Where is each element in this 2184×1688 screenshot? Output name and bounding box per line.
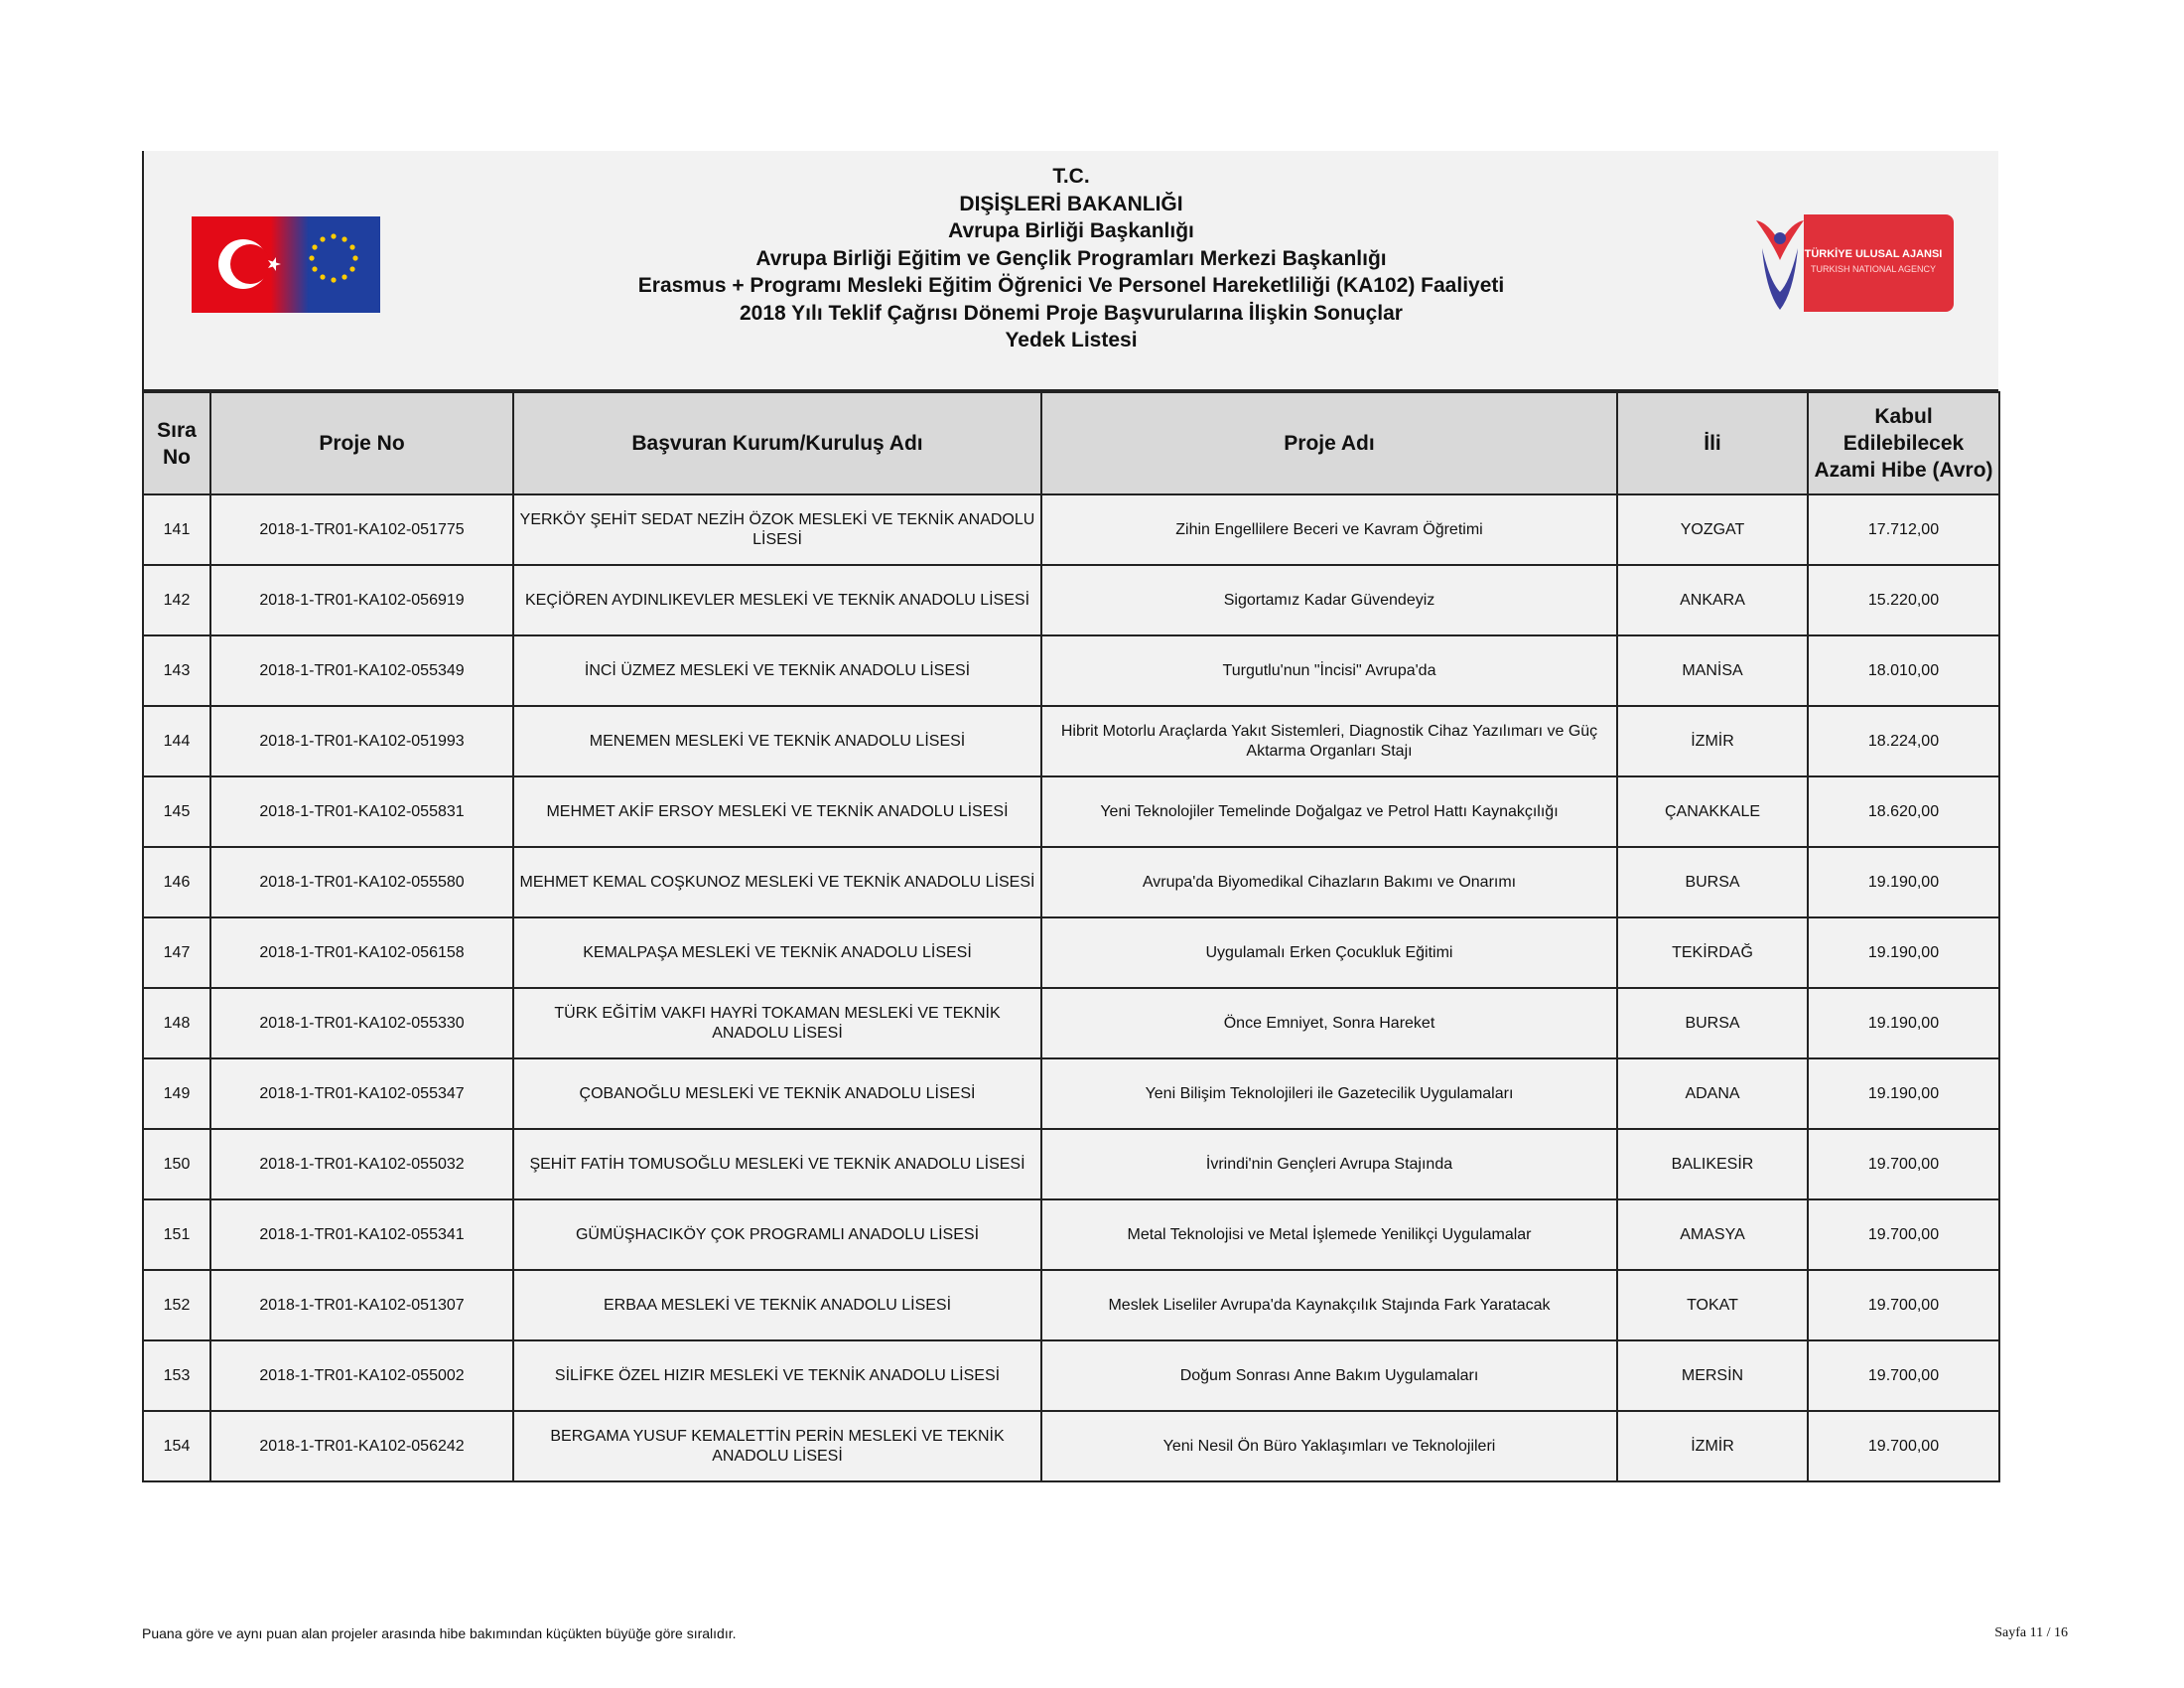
cell-proje-adi: Turgutlu'nun "İncisi" Avrupa'da (1041, 635, 1617, 706)
cell-kurum: TÜRK EĞİTİM VAKFI HAYRİ TOKAMAN MESLEKİ VE TEKNİK ANADOLU LİSESİ (513, 988, 1041, 1058)
cell-proje-adi: Zihin Engellilere Beceri ve Kavram Öğretimi (1041, 494, 1617, 565)
cell-hibe: 17.712,00 (1808, 494, 1999, 565)
cell-kurum: KEÇİÖREN AYDINLIKEVLER MESLEKİ VE TEKNİK ANADOLU LİSESİ (513, 565, 1041, 635)
cell-kurum: BERGAMA YUSUF KEMALETTİN PERİN MESLEKİ VE TEKNİK ANADOLU LİSESİ (513, 1411, 1041, 1481)
table-row (144, 635, 1999, 706)
cell-sira-no: 150 (144, 1129, 210, 1199)
table-header-row (144, 392, 1999, 494)
cell-kurum: MEHMET AKİF ERSOY MESLEKİ VE TEKNİK ANADOLU LİSESİ (513, 776, 1041, 847)
cell-sira-no: 146 (144, 847, 210, 917)
cell-ili: ANKARA (1617, 565, 1808, 635)
cell-hibe: 19.700,00 (1808, 1411, 1999, 1481)
cell-kurum: YERKÖY ŞEHİT SEDAT NEZİH ÖZOK MESLEKİ VE TEKNİK ANADOLU LİSESİ (513, 494, 1041, 565)
cell-sira-no: 151 (144, 1199, 210, 1270)
cell-kurum: İNCİ ÜZMEZ MESLEKİ VE TEKNİK ANADOLU LİSESİ (513, 635, 1041, 706)
cell-hibe: 19.700,00 (1808, 1199, 1999, 1270)
table-row (144, 1270, 1999, 1340)
cell-hibe: 19.190,00 (1808, 988, 1999, 1058)
cell-ili: YOZGAT (1617, 494, 1808, 565)
cell-proje-adi: Yeni Nesil Ön Büro Yaklaşımları ve Teknolojileri (1041, 1411, 1617, 1481)
footer-note: Puana göre ve aynı puan alan projeler arasında hibe bakımından küçükten büyüğe göre sıralıdır. (142, 1625, 737, 1641)
col-proje-adi: Proje Adı (1041, 392, 1617, 494)
cell-proje-no: 2018-1-TR01-KA102-055831 (210, 776, 513, 847)
cell-hibe: 19.190,00 (1808, 917, 1999, 988)
agency-logo-text-1: TÜRKİYE ULUSAL AJANSI (1804, 248, 1943, 260)
cell-proje-adi: Metal Teknolojisi ve Metal İşlemede Yenilikçi Uygulamalar (1041, 1199, 1617, 1270)
cell-sira-no: 143 (144, 635, 210, 706)
cell-proje-no: 2018-1-TR01-KA102-055002 (210, 1340, 513, 1411)
table-row (144, 494, 1999, 565)
cell-kurum: MEHMET KEMAL COŞKUNOZ MESLEKİ VE TEKNİK ANADOLU LİSESİ (513, 847, 1041, 917)
table-row (144, 988, 1999, 1058)
cell-ili: ADANA (1617, 1058, 1808, 1129)
document-title-block (144, 163, 1998, 354)
cell-sira-no: 144 (144, 706, 210, 776)
cell-proje-no: 2018-1-TR01-KA102-055341 (210, 1199, 513, 1270)
cell-ili: BURSA (1617, 988, 1808, 1058)
cell-ili: TOKAT (1617, 1270, 1808, 1340)
cell-proje-no: 2018-1-TR01-KA102-056919 (210, 565, 513, 635)
cell-ili: BURSA (1617, 847, 1808, 917)
cell-kurum: ERBAA MESLEKİ VE TEKNİK ANADOLU LİSESİ (513, 1270, 1041, 1340)
cell-hibe: 19.700,00 (1808, 1340, 1999, 1411)
cell-proje-no: 2018-1-TR01-KA102-055032 (210, 1129, 513, 1199)
cell-hibe: 19.700,00 (1808, 1270, 1999, 1340)
cell-proje-adi: Yeni Bilişim Teknolojileri ile Gazetecilik Uygulamaları (1041, 1058, 1617, 1129)
title-line-2: DIŞİŞLERİ BAKANLIĞI (959, 192, 1183, 215)
title-line-5: Erasmus + Programı Mesleki Eğitim Öğrenici Ve Personel Hareketliliği (KA102) Faaliyeti (637, 274, 1505, 297)
title-line-6: 2018 Yılı Teklif Çağrısı Dönemi Proje Başvurularına İlişkin Sonuçlar (740, 301, 1403, 325)
col-kurum: Başvuran Kurum/Kuruluş Adı (513, 392, 1041, 494)
cell-sira-no: 145 (144, 776, 210, 847)
title-line-3: Avrupa Birliği Başkanlığı (948, 219, 1194, 242)
cell-sira-no: 148 (144, 988, 210, 1058)
cell-sira-no: 152 (144, 1270, 210, 1340)
document-sheet (142, 151, 1998, 1482)
cell-kurum: ÇOBANOĞLU MESLEKİ VE TEKNİK ANADOLU LİSESİ (513, 1058, 1041, 1129)
col-sira-no: Sıra No (144, 392, 210, 494)
cell-proje-no: 2018-1-TR01-KA102-055580 (210, 847, 513, 917)
table-row (144, 776, 1999, 847)
cell-proje-no: 2018-1-TR01-KA102-055347 (210, 1058, 513, 1129)
table-row (144, 1058, 1999, 1129)
cell-ili: İZMİR (1617, 706, 1808, 776)
cell-sira-no: 154 (144, 1411, 210, 1481)
cell-kurum: GÜMÜŞHACIKÖY ÇOK PROGRAMLI ANADOLU LİSESİ (513, 1199, 1041, 1270)
cell-proje-adi: Meslek Liseliler Avrupa'da Kaynakçılık Stajında Fark Yaratacak (1041, 1270, 1617, 1340)
cell-proje-adi: Uygulamalı Erken Çocukluk Eğitimi (1041, 917, 1617, 988)
cell-proje-no: 2018-1-TR01-KA102-056158 (210, 917, 513, 988)
table-row (144, 1411, 1999, 1481)
cell-ili: BALIKESİR (1617, 1129, 1808, 1199)
agency-logo-text-2: TURKISH NATIONAL AGENCY (1810, 264, 1937, 274)
col-hibe: Kabul Edilebilecek Azami Hibe (Avro) (1808, 392, 1999, 494)
cell-ili: MERSİN (1617, 1340, 1808, 1411)
cell-proje-no: 2018-1-TR01-KA102-051775 (210, 494, 513, 565)
table-row (144, 847, 1999, 917)
cell-kurum: SİLİFKE ÖZEL HIZIR MESLEKİ VE TEKNİK ANADOLU LİSESİ (513, 1340, 1041, 1411)
cell-ili: ÇANAKKALE (1617, 776, 1808, 847)
table-row (144, 917, 1999, 988)
document-header (144, 151, 1998, 391)
col-proje-no: Proje No (210, 392, 513, 494)
table-row (144, 706, 1999, 776)
cell-proje-adi: Doğum Sonrası Anne Bakım Uygulamaları (1041, 1340, 1617, 1411)
cell-proje-adi: Önce Emniyet, Sonra Hareket (1041, 988, 1617, 1058)
title-line-7: Yedek Listesi (1005, 329, 1138, 352)
col-ili: İli (1617, 392, 1808, 494)
cell-proje-adi: İvrindi'nin Gençleri Avrupa Stajında (1041, 1129, 1617, 1199)
cell-hibe: 19.190,00 (1808, 1058, 1999, 1129)
cell-sira-no: 147 (144, 917, 210, 988)
page-number: Sayfa 11 / 16 (1994, 1625, 2068, 1640)
cell-kurum: ŞEHİT FATİH TOMUSOĞLU MESLEKİ VE TEKNİK ANADOLU LİSESİ (513, 1129, 1041, 1199)
reserve-list-table (144, 391, 2000, 1482)
cell-proje-adi: Avrupa'da Biyomedikal Cihazların Bakımı ve Onarımı (1041, 847, 1617, 917)
cell-proje-no: 2018-1-TR01-KA102-051307 (210, 1270, 513, 1340)
cell-proje-adi: Hibrit Motorlu Araçlarda Yakıt Sistemleri, Diagnostik Cihaz Yazılımarı ve Güç Aktarma Organları Stajı (1041, 706, 1617, 776)
turkish-national-agency-logo (1752, 212, 1956, 314)
table-row (144, 565, 1999, 635)
cell-hibe: 18.010,00 (1808, 635, 1999, 706)
cell-ili: AMASYA (1617, 1199, 1808, 1270)
table-row (144, 1340, 1999, 1411)
cell-sira-no: 142 (144, 565, 210, 635)
cell-proje-adi: Sigortamız Kadar Güvendeyiz (1041, 565, 1617, 635)
cell-hibe: 19.700,00 (1808, 1129, 1999, 1199)
table-row (144, 1199, 1999, 1270)
title-line-1: T.C. (1052, 165, 1090, 188)
cell-proje-no: 2018-1-TR01-KA102-056242 (210, 1411, 513, 1481)
cell-hibe: 15.220,00 (1808, 565, 1999, 635)
table-row (144, 1129, 1999, 1199)
cell-sira-no: 141 (144, 494, 210, 565)
cell-proje-no: 2018-1-TR01-KA102-055349 (210, 635, 513, 706)
cell-ili: İZMİR (1617, 1411, 1808, 1481)
cell-sira-no: 153 (144, 1340, 210, 1411)
cell-sira-no: 149 (144, 1058, 210, 1129)
cell-ili: TEKİRDAĞ (1617, 917, 1808, 988)
cell-ili: MANİSA (1617, 635, 1808, 706)
cell-hibe: 18.224,00 (1808, 706, 1999, 776)
cell-proje-no: 2018-1-TR01-KA102-051993 (210, 706, 513, 776)
title-line-4: Avrupa Birliği Eğitim ve Gençlik Programları Merkezi Başkanlığı (755, 246, 1387, 270)
cell-hibe: 19.190,00 (1808, 847, 1999, 917)
cell-kurum: MENEMEN MESLEKİ VE TEKNİK ANADOLU LİSESİ (513, 706, 1041, 776)
cell-proje-adi: Yeni Teknolojiler Temelinde Doğalgaz ve Petrol Hattı Kaynakçılığı (1041, 776, 1617, 847)
cell-kurum: KEMALPAŞA MESLEKİ VE TEKNİK ANADOLU LİSESİ (513, 917, 1041, 988)
cell-hibe: 18.620,00 (1808, 776, 1999, 847)
cell-proje-no: 2018-1-TR01-KA102-055330 (210, 988, 513, 1058)
